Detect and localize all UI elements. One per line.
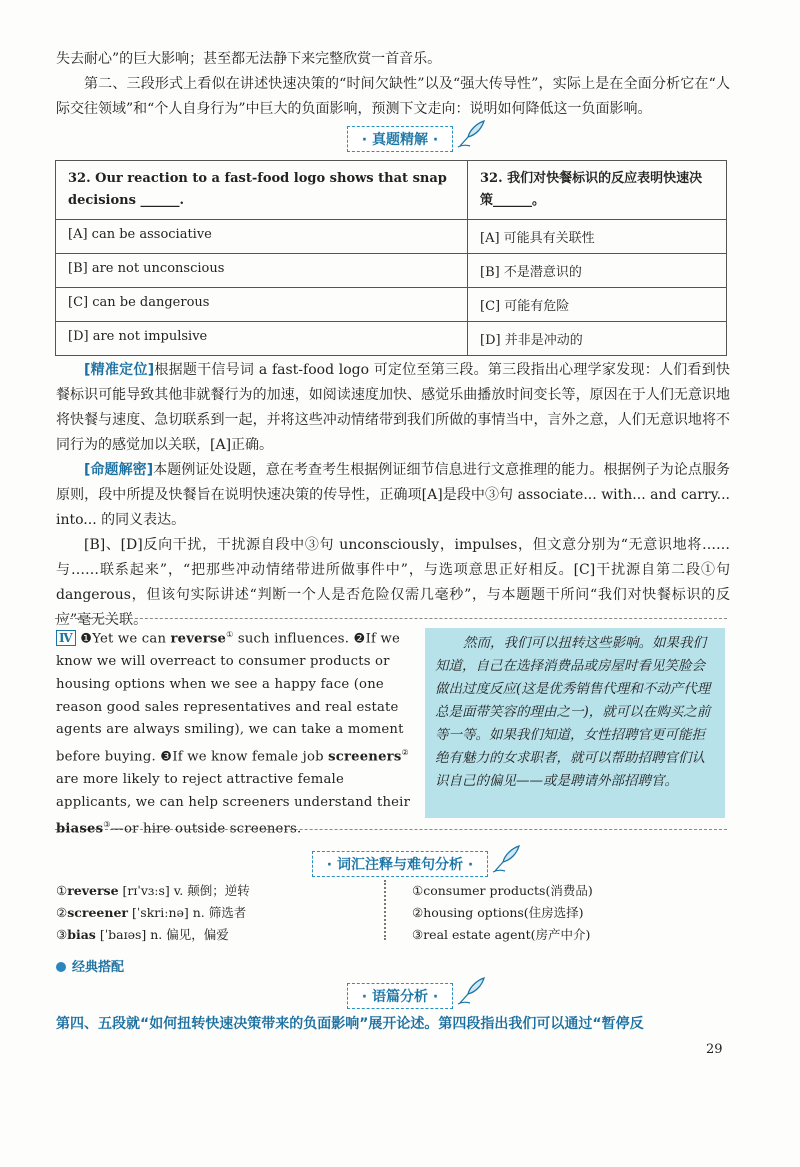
quill-icon <box>491 844 521 874</box>
sentence-3-middle: are more likely to reject attractive female applicants, we can help screeners understand their <box>56 772 411 810</box>
vocab-list <box>56 880 376 946</box>
option-row <box>56 322 727 356</box>
collocation-heading <box>56 956 124 975</box>
option-c-cn: [C] 可能有危险 <box>468 288 727 322</box>
keyword-screeners: screeners <box>328 749 402 765</box>
option-a-en: [A] can be associative <box>56 220 468 254</box>
option-row <box>56 220 727 254</box>
option-row <box>56 288 727 322</box>
phrase-item: ①consumer products(消费品) <box>412 883 593 898</box>
passage-translation <box>425 628 725 818</box>
collocation-label: 经典搭配 <box>72 960 125 975</box>
explain-text-decode: 本题例证处设题，意在考查考生根据例证细节信息进行文意推理的能力。根据例子为论点服务原则，段中所提及快餐旨在说明快速决策的传导性，正确项[A]是段中③句 associate... with... and carry... into... 的同义表达。 <box>56 462 731 528</box>
question-table <box>55 160 727 356</box>
vocab-item: ②screener [ˈskriːnə] n. 筛选者 <box>56 905 247 920</box>
sentence-1-end: such influences. <box>233 631 354 647</box>
passage-english <box>56 624 412 842</box>
option-d-en: [D] are not impulsive <box>56 322 468 356</box>
option-b-en: [B] are not unconscious <box>56 254 468 288</box>
explain-distractors: [B]、[D]反向干扰，干扰源自段中③句 unconsciously，impulses，但文意分别为“无意识地将……与……联系起来”，“把那些冲动情绪带进所做事件中”，与选项意思正好相反。[C]干扰源自第二段①句 dangerous，但该句实际讲述“判断一个人是否危险仅需几毫秒”，与本题题干所问“我们对快餐标识的反应”毫无关联。 <box>56 537 730 628</box>
section-title-vocab: 词汇注释与难句分析 <box>337 857 463 873</box>
section-header-discourse: · 语篇分析 · <box>0 983 800 1009</box>
footnote-1: ① <box>226 630 234 639</box>
page-number: 29 <box>706 1042 723 1057</box>
section-header-vocab: · 词汇注释与难句分析 · <box>0 851 800 877</box>
quill-icon <box>456 976 486 1006</box>
explain-text-positioning: 根据题干信号词 a fast-food logo 可定位至第三段。第三段指出心理学家发现：人们看到快餐标识可能导致其他非就餐行为的加速，如阅读速度加快、感觉乐曲播放时间变长等，原因在于人们无意识地将快餐与速度、急切联系到一起，并将这些冲动情绪带到我们所做的事情当中，言外之意，人们无意识地将不同行为的感觉加以关联，[A]正确。 <box>56 362 731 453</box>
section-title-discourse: 语篇分析 <box>372 989 428 1005</box>
option-c-en: [C] can be dangerous <box>56 288 468 322</box>
sentence-3-end: —or hire outside screeners. <box>110 821 302 837</box>
question-stem-en: 32. Our reaction to a fast-food logo shows that snap decisions ______. <box>56 161 468 220</box>
phrase-list <box>412 880 722 946</box>
question-stem-row <box>56 161 727 220</box>
discourse-analysis: 第四、五段就“如何扭转快速决策带来的负面影响”展开论述。第四段指出我们可以通过“暂停反 <box>56 1016 644 1032</box>
translation-text: 然而，我们可以扭转这些影响。如果我们知道，自己在选择消费品或房屋时看见笑脸会做出过度反应(这是优秀销售代理和不动产代理总是面带笑容的理由之一)，就可以在购买之前等一等。如果我们知道，女性招聘官更可能拒绝有魅力的女求职者，就可以帮助招聘官们认识自己的偏见——或是聘请外部招聘官。 <box>435 635 711 789</box>
explain-decode <box>56 458 730 533</box>
option-b-cn: [B] 不是潜意识的 <box>468 254 727 288</box>
option-d-cn: [D] 并非是冲动的 <box>468 322 727 356</box>
sentence-3-start: ❸If we know female job <box>160 749 329 765</box>
keyword-biases: biases <box>56 821 104 837</box>
footnote-3: ③ <box>103 820 111 830</box>
vocab-item: ③bias [ˈbaɪəs] n. 偏见，偏爱 <box>56 927 229 942</box>
phrase-item: ③real estate agent(房产中介) <box>412 927 591 942</box>
keyword-reverse: reverse <box>170 631 227 647</box>
question-stem-cn: 32. 我们对快餐标识的反应表明快速决策______。 <box>468 161 727 220</box>
explain-positioning <box>56 358 730 458</box>
explain-tag-decode: [命题解密] <box>84 462 154 478</box>
explain-tag-positioning: [精准定位] <box>84 362 155 378</box>
footnote-2: ② <box>401 747 409 757</box>
vocab-item: ①reverse [rɪˈvɜːs] v. 颠倒；逆转 <box>56 883 250 898</box>
intro-paragraph: 第二、三段形式上看似在讲述快速决策的“时间欠缺性”以及“强大传导性”，实际上是在全面分析它在“人际交往领域”和“个人自身行为”中巨大的负面影响，预测下文走向：说明如何降低这一负面影响。 <box>56 76 730 117</box>
option-a-cn: [A] 可能具有关联性 <box>468 220 727 254</box>
paragraph-numeral: Ⅳ <box>56 630 76 646</box>
quill-icon <box>456 119 486 149</box>
bullet-icon <box>56 962 66 972</box>
sentence-1-start: ❶Yet we can <box>80 631 171 647</box>
divider <box>384 880 394 940</box>
section-header-exam: · 真题精解 · <box>0 126 800 152</box>
sentence-2: ❷If we know we will overreact to consumer products or housing options when we see a happy face (one reason good sales representatives and real estate agents are always smiling), we can take a moment before buying. <box>56 631 404 765</box>
phrase-item: ②housing options(住房选择) <box>412 905 584 920</box>
section-title: 真题精解 <box>372 132 428 148</box>
option-row <box>56 254 727 288</box>
intro-line: 失去耐心”的巨大影响；甚至都无法静下来完整欣赏一首音乐。 <box>56 51 442 67</box>
